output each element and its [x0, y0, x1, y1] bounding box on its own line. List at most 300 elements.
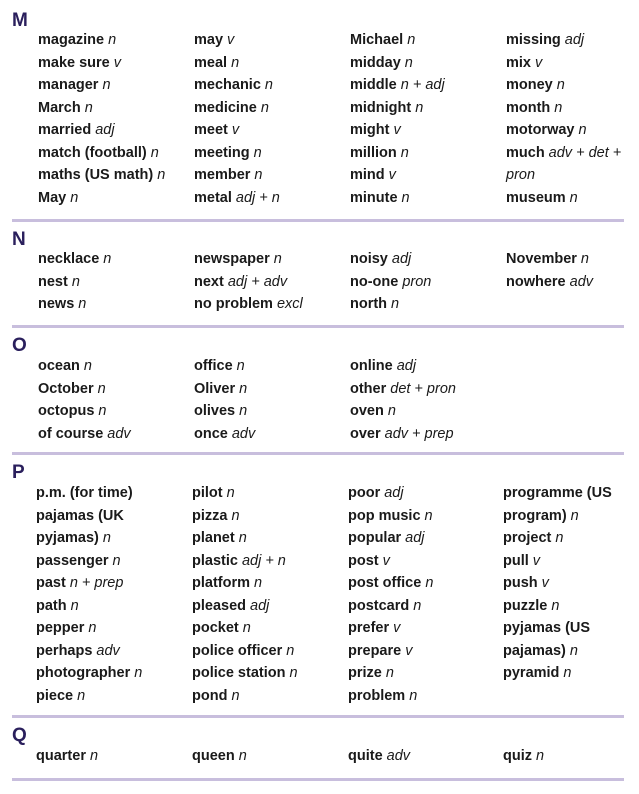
part-of-speech: n	[387, 403, 396, 419]
headword: plastic	[192, 552, 238, 569]
headword: oven	[350, 403, 384, 419]
part-of-speech: n	[569, 642, 578, 659]
headword: other	[350, 380, 387, 397]
section-letter: P	[12, 462, 25, 483]
headword: midday	[350, 54, 401, 71]
headword: pyramid	[503, 665, 560, 681]
part-of-speech: n	[231, 54, 240, 71]
word-entry	[194, 248, 346, 271]
headword: minute	[350, 189, 398, 206]
word-entry	[503, 595, 628, 618]
word-entry	[36, 617, 188, 640]
word-entry	[38, 378, 190, 401]
word-entry	[192, 505, 344, 528]
word-entry	[38, 52, 190, 75]
part-of-speech: det + pron	[390, 380, 456, 397]
headword: million	[350, 144, 397, 161]
headword: problem	[348, 687, 406, 704]
headword: manager	[38, 77, 99, 93]
part-of-speech: n	[84, 99, 93, 116]
headword: perhaps	[36, 642, 93, 659]
word-entry	[38, 293, 190, 316]
headword: pleased	[192, 597, 246, 614]
word-entry	[36, 745, 188, 768]
word-entry	[192, 685, 344, 708]
word-column	[192, 482, 344, 707]
headword: puzzle	[503, 597, 548, 614]
headword: make sure	[38, 54, 110, 71]
word-column	[350, 355, 502, 445]
word-entry	[503, 745, 623, 768]
word-entry	[506, 52, 626, 75]
word-entry	[506, 74, 626, 97]
word-entry	[503, 617, 628, 662]
word-entry	[506, 248, 626, 271]
headword: prepare	[348, 642, 402, 659]
headword: Michael	[350, 32, 404, 48]
word-entry	[38, 74, 190, 97]
word-entry	[38, 142, 190, 165]
word-entry	[194, 52, 346, 75]
part-of-speech: n	[103, 251, 112, 267]
word-column	[503, 482, 628, 685]
word-entry	[506, 97, 626, 120]
word-entry	[506, 119, 626, 142]
part-of-speech: pron	[402, 273, 432, 290]
word-entry	[192, 640, 344, 663]
headword: much	[506, 144, 545, 161]
part-of-speech: n	[554, 99, 563, 116]
part-of-speech: n	[239, 403, 248, 419]
headword: magazine	[38, 32, 105, 48]
headword: prefer	[348, 620, 390, 636]
word-entry	[350, 400, 502, 423]
headword: March	[38, 99, 81, 116]
word-entry	[350, 187, 502, 210]
word-entry	[194, 29, 346, 52]
section-letter: Q	[12, 725, 27, 746]
part-of-speech: n	[253, 144, 262, 161]
headword: news	[38, 296, 75, 312]
word-entry	[194, 97, 346, 120]
word-entry	[503, 662, 628, 685]
word-entry	[194, 119, 346, 142]
headword: platform	[192, 575, 250, 591]
word-column	[38, 29, 190, 209]
word-entry	[194, 164, 346, 187]
word-entry	[36, 685, 188, 708]
part-of-speech: adj + n	[235, 189, 280, 206]
part-of-speech: adj	[250, 597, 270, 614]
word-entry	[194, 187, 346, 210]
word-entry	[194, 74, 346, 97]
headword: member	[194, 167, 251, 183]
part-of-speech: adv	[231, 425, 256, 442]
headword: meet	[194, 122, 228, 138]
part-of-speech: v	[227, 32, 235, 48]
word-entry	[38, 164, 190, 187]
headword: match (football)	[38, 144, 147, 161]
headword: over	[350, 425, 381, 442]
headword: pizza	[192, 507, 228, 524]
word-column	[348, 745, 500, 768]
word-entry	[503, 572, 628, 595]
headword: popular	[348, 530, 402, 546]
word-column	[194, 29, 346, 209]
part-of-speech: v	[382, 552, 390, 569]
word-entry	[192, 745, 344, 768]
part-of-speech: adv	[107, 425, 131, 442]
part-of-speech: n	[231, 687, 240, 704]
part-of-speech: n	[536, 748, 545, 764]
headword: medicine	[194, 99, 257, 116]
part-of-speech: n	[407, 32, 416, 48]
word-entry	[503, 527, 628, 550]
word-column	[192, 745, 344, 768]
part-of-speech: excl	[276, 296, 303, 312]
part-of-speech: v	[535, 54, 543, 71]
word-entry	[194, 423, 346, 446]
part-of-speech: n	[570, 507, 579, 524]
headword: no-one	[350, 273, 399, 290]
word-entry	[350, 29, 502, 52]
part-of-speech: n	[239, 380, 248, 397]
headword: programme (US program)	[503, 485, 612, 524]
word-entry	[348, 482, 500, 505]
word-entry	[350, 355, 502, 378]
headword: necklace	[38, 251, 100, 267]
part-of-speech: n	[88, 620, 97, 636]
headword: midnight	[350, 99, 412, 116]
word-entry	[348, 662, 500, 685]
part-of-speech: v	[388, 167, 396, 183]
word-entry	[38, 400, 190, 423]
word-entry	[503, 550, 628, 573]
headword: once	[194, 425, 228, 442]
word-entry	[506, 142, 626, 187]
part-of-speech: n	[401, 189, 410, 206]
headword: north	[350, 296, 388, 312]
headword: pull	[503, 552, 529, 569]
part-of-speech: n	[112, 552, 121, 569]
part-of-speech: n	[400, 144, 409, 161]
word-column	[506, 248, 626, 293]
word-entry	[350, 74, 502, 97]
part-of-speech: n	[70, 189, 79, 206]
headword: planet	[192, 530, 235, 546]
part-of-speech: adj	[564, 32, 585, 48]
headword: meal	[194, 54, 228, 71]
headword: quiz	[503, 748, 532, 764]
word-entry	[38, 119, 190, 142]
word-column	[506, 29, 626, 209]
headword: pajamas (UK pyjamas)	[36, 507, 124, 546]
part-of-speech: v	[393, 620, 401, 636]
word-entry	[36, 505, 188, 550]
part-of-speech: n	[578, 122, 587, 138]
part-of-speech: v	[405, 642, 413, 659]
word-entry	[348, 745, 500, 768]
headword: pilot	[192, 485, 223, 501]
word-entry	[38, 97, 190, 120]
part-of-speech: n	[70, 597, 79, 614]
headword: police officer	[192, 642, 283, 659]
part-of-speech: n	[556, 77, 565, 93]
headword: motorway	[506, 122, 575, 138]
part-of-speech: n	[236, 358, 245, 374]
headword: money	[506, 77, 553, 93]
word-entry	[348, 685, 500, 708]
word-entry	[348, 640, 500, 663]
headword: middle	[350, 77, 397, 93]
headword: mind	[350, 167, 385, 183]
part-of-speech: n	[102, 530, 111, 546]
part-of-speech: n	[242, 620, 251, 636]
part-of-speech: adj + n	[241, 552, 286, 569]
headword: nest	[38, 273, 68, 290]
headword: married	[38, 122, 92, 138]
part-of-speech: n	[150, 144, 159, 161]
part-of-speech: n	[260, 99, 269, 116]
headword: piece	[36, 687, 74, 704]
word-entry	[36, 595, 188, 618]
headword: passenger	[36, 552, 109, 569]
part-of-speech: v	[541, 575, 549, 591]
word-entry	[350, 164, 502, 187]
part-of-speech: adj	[391, 251, 412, 267]
headword: missing	[506, 32, 561, 48]
headword: nowhere	[506, 273, 566, 290]
part-of-speech: n	[134, 665, 143, 681]
part-of-speech: v	[231, 122, 240, 138]
word-column	[194, 355, 346, 445]
part-of-speech: adj	[396, 358, 417, 374]
headword: post office	[348, 575, 422, 591]
word-entry	[38, 271, 190, 294]
word-entry	[506, 271, 626, 294]
word-entry	[194, 355, 346, 378]
part-of-speech: v	[532, 552, 541, 569]
part-of-speech: n	[226, 485, 235, 501]
part-of-speech: n	[404, 54, 413, 71]
headword: quarter	[36, 748, 86, 764]
word-entry	[194, 271, 346, 294]
part-of-speech: adj + adv	[227, 273, 288, 290]
headword: museum	[506, 189, 566, 206]
word-entry	[192, 550, 344, 573]
word-column	[350, 248, 502, 316]
part-of-speech: n	[286, 642, 295, 659]
part-of-speech: n	[409, 687, 418, 704]
part-of-speech: n	[413, 597, 422, 614]
word-entry	[192, 662, 344, 685]
part-of-speech: n	[102, 77, 111, 93]
word-entry	[348, 527, 500, 550]
word-column	[350, 29, 502, 209]
word-entry	[192, 572, 344, 595]
part-of-speech: v	[113, 54, 121, 71]
word-entry	[350, 423, 502, 446]
word-entry	[38, 29, 190, 52]
headword: October	[38, 380, 94, 397]
headword: online	[350, 358, 393, 374]
word-entry	[348, 617, 500, 640]
section-divider	[12, 452, 624, 455]
section-divider	[12, 219, 624, 222]
part-of-speech: n	[108, 32, 117, 48]
headword: project	[503, 530, 552, 546]
part-of-speech: adj	[405, 530, 425, 546]
headword: push	[503, 575, 538, 591]
part-of-speech: v	[393, 122, 401, 138]
part-of-speech: n	[254, 167, 263, 183]
headword: postcard	[348, 597, 410, 614]
part-of-speech: adv	[96, 642, 120, 659]
headword: no problem	[194, 296, 273, 312]
section-divider	[12, 715, 624, 718]
part-of-speech: n	[238, 748, 247, 764]
part-of-speech: n	[424, 507, 433, 524]
headword: newspaper	[194, 251, 270, 267]
part-of-speech: n	[425, 575, 434, 591]
word-entry	[36, 482, 188, 505]
word-entry	[38, 187, 190, 210]
headword: pepper	[36, 620, 85, 636]
headword: maths (US math)	[38, 167, 154, 183]
headword: pond	[192, 687, 228, 704]
headword: pop music	[348, 507, 421, 524]
headword: prize	[348, 665, 382, 681]
headword: ocean	[38, 358, 80, 374]
headword: office	[194, 358, 233, 374]
headword: olives	[194, 403, 236, 419]
part-of-speech: n	[264, 77, 273, 93]
headword: pyjamas (US pajamas)	[503, 620, 591, 659]
part-of-speech: adj	[95, 122, 115, 138]
part-of-speech: n	[580, 251, 589, 267]
part-of-speech: adv + det + pron	[506, 144, 622, 183]
part-of-speech: n + adj	[400, 77, 445, 93]
section-letter: M	[12, 10, 28, 31]
word-entry	[350, 271, 502, 294]
headword: may	[194, 32, 224, 48]
part-of-speech: n	[415, 99, 424, 116]
part-of-speech: n	[98, 403, 107, 419]
part-of-speech: n	[157, 167, 166, 183]
headword: meeting	[194, 144, 250, 161]
word-entry	[38, 355, 190, 378]
word-column	[36, 482, 188, 707]
part-of-speech: n	[555, 530, 564, 546]
word-entry	[348, 595, 500, 618]
part-of-speech: n	[238, 530, 247, 546]
word-entry	[192, 527, 344, 550]
part-of-speech: n	[289, 665, 298, 681]
part-of-speech: n	[563, 665, 572, 681]
word-entry	[38, 248, 190, 271]
word-entry	[350, 248, 502, 271]
word-entry	[350, 293, 502, 316]
headword: quite	[348, 748, 383, 764]
headword: month	[506, 99, 551, 116]
word-entry	[36, 662, 188, 685]
word-entry	[350, 97, 502, 120]
word-entry	[194, 142, 346, 165]
part-of-speech: n	[569, 189, 578, 206]
section-letter: O	[12, 335, 27, 356]
word-entry	[194, 293, 346, 316]
headword: mix	[506, 54, 531, 71]
part-of-speech: n	[385, 665, 394, 681]
headword: photographer	[36, 665, 131, 681]
part-of-speech: n	[551, 597, 560, 614]
headword: octopus	[38, 403, 95, 419]
section-divider	[12, 325, 624, 328]
part-of-speech: n	[231, 507, 240, 524]
word-entry	[36, 640, 188, 663]
headword: might	[350, 122, 390, 138]
section-letter: N	[12, 229, 26, 250]
word-column	[503, 745, 623, 768]
word-entry	[506, 187, 626, 210]
headword: Oliver	[194, 380, 236, 397]
part-of-speech: adv	[386, 748, 411, 764]
part-of-speech: n	[391, 296, 400, 312]
part-of-speech: n	[78, 296, 87, 312]
word-entry	[350, 119, 502, 142]
section-divider	[12, 778, 624, 781]
word-column	[38, 248, 190, 316]
part-of-speech: n + prep	[69, 575, 124, 591]
part-of-speech: adv	[569, 273, 594, 290]
headword: noisy	[350, 251, 388, 267]
headword: path	[36, 597, 67, 614]
word-entry	[192, 482, 344, 505]
headword: next	[194, 273, 224, 290]
part-of-speech: n	[97, 380, 106, 397]
word-entry	[350, 52, 502, 75]
word-entry	[194, 378, 346, 401]
word-column	[194, 248, 346, 316]
word-column	[348, 482, 500, 707]
part-of-speech: adj	[384, 485, 404, 501]
headword: November	[506, 251, 577, 267]
headword: of course	[38, 425, 104, 442]
word-entry	[348, 550, 500, 573]
headword: post	[348, 552, 379, 569]
headword: May	[38, 189, 67, 206]
headword: past	[36, 575, 66, 591]
word-entry	[503, 482, 628, 527]
headword: poor	[348, 485, 381, 501]
part-of-speech: n	[273, 251, 282, 267]
word-entry	[350, 378, 502, 401]
part-of-speech: n	[71, 273, 80, 290]
part-of-speech: n	[83, 358, 92, 374]
part-of-speech: adv + prep	[384, 425, 454, 442]
word-entry	[36, 550, 188, 573]
word-entry	[348, 505, 500, 528]
word-entry	[506, 29, 626, 52]
word-entry	[348, 572, 500, 595]
headword: queen	[192, 748, 235, 764]
word-entry	[192, 617, 344, 640]
headword: pocket	[192, 620, 239, 636]
part-of-speech: n	[89, 748, 99, 764]
word-entry	[38, 423, 190, 446]
part-of-speech: n	[254, 575, 263, 591]
headword: p.m. (for time)	[36, 485, 133, 501]
